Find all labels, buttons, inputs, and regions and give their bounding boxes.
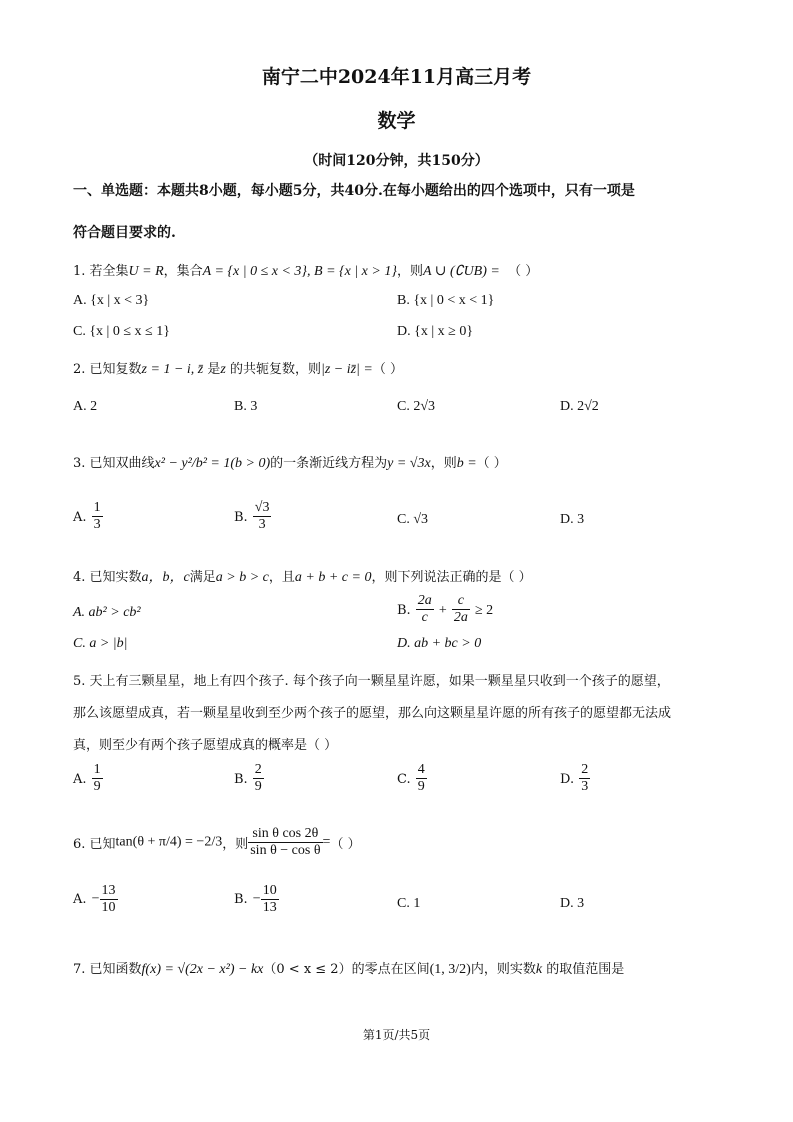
- q3-b: b =: [456, 456, 477, 471]
- q4-option-b: [397, 593, 493, 626]
- q6-tan: tan(θ + π/4) = −2/3: [115, 834, 223, 850]
- q7-interval: (1, 3/2): [429, 962, 471, 977]
- q5-a-label: A.: [73, 772, 87, 788]
- q6-a-minus: −: [91, 891, 100, 907]
- q6-den: sin θ − cos θ: [250, 843, 321, 859]
- q3-option-a: [73, 500, 103, 533]
- q2-option-c: C. 2√3: [397, 399, 436, 414]
- q7-tail2: 的取值范围是: [542, 962, 625, 977]
- q6-b-minus: −: [252, 891, 261, 907]
- q2-paren: （ ）: [372, 362, 403, 377]
- q1-paren: （ ）: [508, 264, 539, 279]
- q4-b-plus: +: [438, 603, 447, 619]
- subject-title: 数学: [377, 110, 416, 132]
- q5-c-num: 4: [416, 762, 427, 779]
- q4-pre: 4. 已知实数: [73, 570, 142, 585]
- q7-mid: 的零点在区间: [351, 962, 430, 977]
- q2-expr: |z − iz̄| =: [320, 362, 373, 377]
- q5-a-frac: [92, 762, 103, 795]
- q5-d-frac: [579, 762, 590, 795]
- q6-option-c: C. 1: [397, 896, 421, 911]
- q5-b-num: 2: [253, 762, 264, 779]
- q3-option-b-label: B.: [234, 510, 248, 526]
- page-footer: 第1页/共5页: [362, 1028, 431, 1042]
- q5-d-num: 2: [579, 762, 590, 779]
- q2-pre: 2. 已知复数: [73, 362, 142, 377]
- q6-b-den: 13: [262, 900, 277, 916]
- time-note: （时间120分钟，共150分）: [304, 153, 489, 169]
- exam-title: 南宁二中2024年11月高三月考: [261, 66, 532, 88]
- q2-zvar: z: [220, 362, 226, 377]
- q5-option-b: [234, 762, 264, 795]
- q2-z: z = 1 − i, z̄: [141, 362, 204, 377]
- q1-stem: [73, 260, 538, 280]
- q7-domain: （0 < x ≤ 2）: [263, 962, 352, 977]
- q5-option-c: [397, 762, 427, 795]
- q3-a-num: 1: [92, 500, 103, 517]
- q3-paren: （ ）: [476, 456, 507, 471]
- q5-c-frac: [416, 762, 427, 795]
- q7-tail: 内，则实数: [470, 962, 536, 977]
- q1-pre: 1. 若全集: [73, 264, 129, 279]
- q2-mid: 是: [203, 362, 221, 377]
- q7-func: f(x) = √(2x − x²) − kx: [141, 962, 264, 977]
- q6-paren: （ ）: [330, 837, 361, 853]
- q1-then: ，则: [396, 264, 423, 279]
- q1-universe: U = R: [128, 264, 164, 279]
- q5-line3: 真，则至少有两个孩子愿望成真的概率是（ ）: [73, 738, 338, 753]
- q5-d-label: D.: [560, 772, 575, 788]
- q3-then: ，则: [430, 456, 457, 471]
- q4-b-f2-num: c: [452, 593, 470, 610]
- q3-a-den: 3: [93, 517, 101, 533]
- q5-option-d: [560, 762, 590, 795]
- q1-option-d: D. {x | x ≥ 0}: [397, 324, 474, 339]
- q7-pre: 7. 已知函数: [73, 962, 142, 977]
- q5-line2: 那么该愿望成真，若一颗星星收到至少两个孩子的愿望，那么向这颗星星许愿的所有孩子的愿望都无法成: [73, 706, 672, 721]
- q1-option-a: A. {x | x < 3}: [73, 293, 150, 308]
- q1-sets: A = {x | 0 ≤ x < 3}, B = {x | x > 1}: [202, 264, 397, 279]
- q1-expr: A ∪ (∁UB) =: [422, 264, 500, 279]
- q2-tail: 的共轭复数，则: [225, 362, 321, 377]
- q3-option-c: C. √3: [397, 512, 429, 527]
- q4-option-b-label: B.: [397, 603, 411, 619]
- q3-asymptote: y = √3x: [387, 456, 431, 471]
- section1-line2: 符合题目要求的.: [73, 225, 176, 241]
- q4-b-f1-den: c: [421, 610, 428, 626]
- q6-a-num: 13: [100, 883, 118, 900]
- q4-cond2: a + b + c = 0: [294, 570, 372, 585]
- q4-b-tail: ≥ 2: [474, 603, 494, 619]
- q1-mid: ，集合: [163, 264, 203, 279]
- q5-c-den: 9: [417, 779, 425, 795]
- q4-b-f1-num: 2a: [416, 593, 434, 610]
- q5-b-den: 9: [254, 779, 262, 795]
- q4-option-c: C. a > |b|: [73, 636, 128, 651]
- q4-tail: ，则下列说法正确的是（ ）: [371, 570, 532, 585]
- q6-option-b: [234, 883, 279, 916]
- q4-mid: 满足: [189, 570, 216, 585]
- q3-option-a-fraction: [92, 500, 103, 533]
- q3-equation: x² − y²/b² = 1(b > 0): [154, 456, 271, 471]
- q6-pre: 6. 已知: [73, 837, 116, 853]
- q3-option-b: [234, 500, 271, 533]
- q3-option-b-fraction: [253, 500, 272, 533]
- q5-line1: 5. 天上有三颗星星，地上有四个孩子. 每个孩子向一颗星星许愿，如果一颗星星只收到一个孩子的愿望，: [73, 674, 670, 689]
- q6-option-a: [73, 883, 118, 916]
- q5-b-label: B.: [234, 772, 248, 788]
- q5-b-frac: [253, 762, 264, 795]
- q3-b-num: √3: [253, 500, 272, 517]
- q3-stem: [73, 452, 507, 472]
- q4-b-frac2: [452, 593, 470, 626]
- q4-and: ，且: [268, 570, 295, 585]
- q6-option-d: D. 3: [560, 896, 585, 911]
- q5-c-label: C.: [397, 772, 411, 788]
- q6-then: ，则: [222, 837, 249, 853]
- q6-fraction: [248, 826, 322, 859]
- q4-option-a: A. ab² > cb²: [73, 605, 141, 620]
- q3-option-a-label: A.: [73, 510, 87, 526]
- section1-line1: 一、单选题：本题共8小题，每小题5分，共40分.在每小题给出的四个选项中，只有一项是: [73, 183, 635, 199]
- q6-b-label: B.: [234, 892, 248, 908]
- q6-a-den: 10: [101, 900, 116, 916]
- q4-stem: [73, 566, 532, 586]
- q4-vars: a，b，c: [141, 570, 190, 585]
- q3-b-den: 3: [258, 517, 266, 533]
- q6-num: sin θ cos 2θ: [248, 826, 322, 843]
- q6-eq: =: [322, 834, 331, 850]
- q5-a-num: 1: [92, 762, 103, 779]
- q5-a-den: 9: [93, 779, 101, 795]
- q6-b-frac: [261, 883, 279, 916]
- q2-stem: [73, 358, 403, 378]
- q4-option-d: D. ab + bc > 0: [397, 636, 482, 651]
- q3-option-d: D. 3: [560, 512, 585, 527]
- q6-b-num: 10: [261, 883, 279, 900]
- q4-cond: a > b > c: [215, 570, 269, 585]
- q2-option-b: B. 3: [234, 399, 258, 414]
- q7-k: k: [535, 962, 543, 977]
- q2-option-a: A. 2: [73, 399, 98, 414]
- q2-option-d: D. 2√2: [560, 399, 599, 414]
- q4-b-frac1: [416, 593, 434, 626]
- q6-a-frac: [100, 883, 118, 916]
- q3-pre: 3. 已知双曲线: [73, 456, 155, 471]
- q1-option-c: C. {x | 0 ≤ x ≤ 1}: [73, 324, 170, 339]
- q5-option-a: [73, 762, 103, 795]
- q1-option-b: B. {x | 0 < x < 1}: [397, 293, 495, 308]
- q5-d-den: 3: [581, 779, 589, 795]
- q3-mid: 的一条渐近线方程为: [270, 456, 388, 471]
- q6-a-label: A.: [73, 892, 87, 908]
- q7-stem: [73, 958, 624, 978]
- q4-b-f2-den: 2a: [453, 610, 468, 626]
- q6-stem: [73, 826, 361, 859]
